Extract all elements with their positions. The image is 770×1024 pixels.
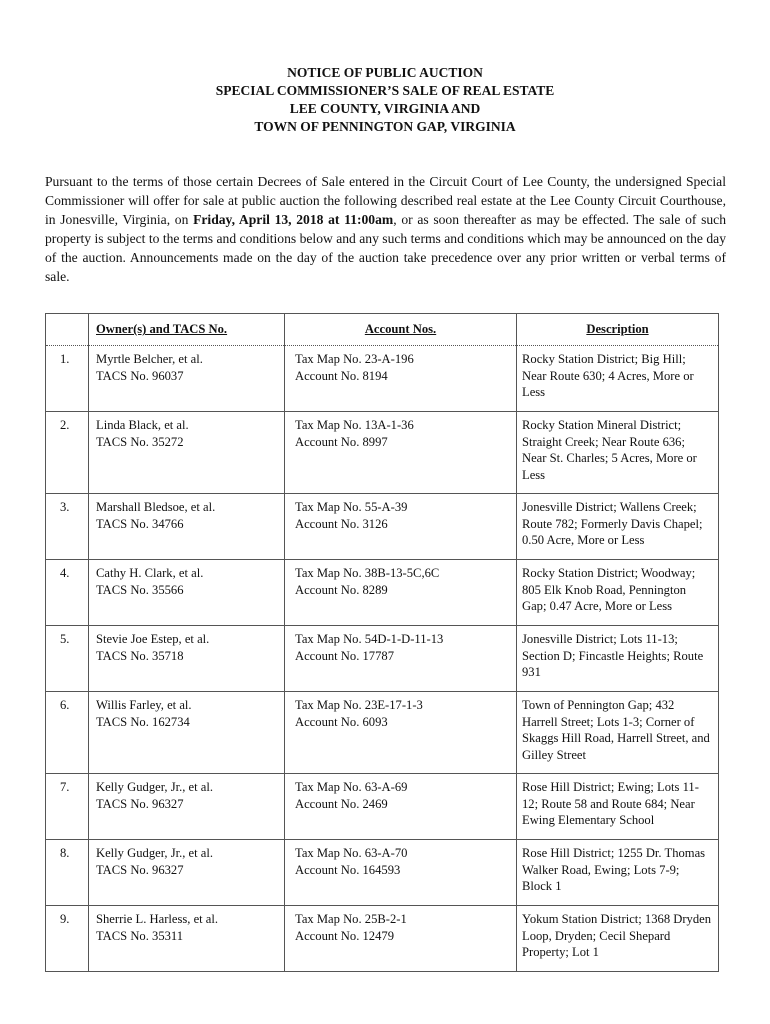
- owner-name: Kelly Gudger, Jr., et al.: [96, 846, 214, 860]
- header-description: Description: [517, 314, 719, 346]
- account-cell: [285, 346, 517, 412]
- owner-cell: [89, 774, 285, 840]
- notice-header: [0, 64, 770, 136]
- row-number-text: 5.: [60, 632, 70, 646]
- owner-name: Stevie Joe Estep, et al.: [96, 632, 210, 646]
- owner-cell: [89, 494, 285, 560]
- header-owner: Owner(s) and TACS No.: [89, 314, 285, 346]
- row-number-text: 7.: [60, 780, 70, 794]
- intro-text-part-1: Pursuant to the terms of those certain Decrees of Sale entered in the Circuit Court of Lee County, the undersigned Special Commissioner will offer for sale at public auction the following described real estate at the Lee County Circuit Courthouse, in Jonesville, Virginia, on: [45, 174, 726, 227]
- row-number: [46, 494, 89, 560]
- table-row: [46, 840, 719, 906]
- row-number: [46, 346, 89, 412]
- account-number: Account No. 12479: [295, 928, 394, 943]
- tax-map-number: Tax Map No. 54D-1-D-11-13: [295, 632, 444, 646]
- header-line-4: TOWN OF PENNINGTON GAP, VIRGINIA: [254, 119, 516, 134]
- row-number-text: 3.: [60, 500, 70, 514]
- account-cell: [285, 412, 517, 494]
- tax-map-number: Tax Map No. 23E-17-1-3: [295, 698, 423, 712]
- row-number-text: 4.: [60, 566, 70, 580]
- tax-map-number: Tax Map No. 63-A-69: [295, 780, 408, 794]
- account-number: Account No. 6093: [295, 714, 388, 729]
- row-number: [46, 840, 89, 906]
- owner-name: Sherrie L. Harless, et al.: [96, 912, 219, 926]
- account-number: Account No. 8997: [295, 434, 388, 449]
- description-cell: [517, 774, 719, 840]
- header-line-3: LEE COUNTY, VIRGINIA AND: [289, 101, 481, 116]
- row-number: [46, 774, 89, 840]
- property-description: Rocky Station District; Big Hill; Near Route 630; 4 Acres, More or Less: [522, 352, 694, 399]
- account-number: Account No. 2469: [295, 796, 388, 811]
- owner-cell: [89, 626, 285, 692]
- property-description: Rocky Station District; Woodway; 805 Elk Knob Road, Pennington Gap; 0.47 Acre, More or Less: [522, 566, 696, 613]
- tacs-number: TACS No. 35566: [96, 582, 184, 597]
- owner-name: Kelly Gudger, Jr., et al.: [96, 780, 214, 794]
- account-cell: [285, 840, 517, 906]
- table-row: [46, 774, 719, 840]
- owner-name: Willis Farley, et al.: [96, 698, 192, 712]
- row-number: [46, 906, 89, 972]
- property-description: Rose Hill District; Ewing; Lots 11-12; Route 58 and Route 684; Near Ewing Elementary School: [522, 780, 699, 827]
- owner-cell: [89, 906, 285, 972]
- property-description: Yokum Station District; 1368 Dryden Loop, Dryden; Cecil Shepard Property; Lot 1: [522, 912, 712, 959]
- row-number: [46, 560, 89, 626]
- account-cell: [285, 692, 517, 774]
- account-number: Account No. 3126: [295, 516, 388, 531]
- owner-cell: [89, 346, 285, 412]
- account-cell: [285, 906, 517, 972]
- header-account: Account Nos.: [285, 314, 517, 346]
- owner-cell: [89, 560, 285, 626]
- description-cell: [517, 412, 719, 494]
- description-cell: [517, 692, 719, 774]
- property-description: Town of Pennington Gap; 432 Harrell Street; Lots 1-3; Corner of Skaggs Hill Road, Harrell Street, and Gilley Street: [522, 698, 710, 762]
- row-number-text: 2.: [60, 418, 70, 432]
- auction-date: Friday, April 13, 2018 at 11:00am: [193, 212, 394, 227]
- row-number: [46, 626, 89, 692]
- description-cell: [517, 560, 719, 626]
- account-cell: [285, 560, 517, 626]
- tacs-number: TACS No. 162734: [96, 714, 190, 729]
- account-cell: [285, 494, 517, 560]
- table-row: [46, 906, 719, 972]
- tacs-number: TACS No. 96327: [96, 796, 184, 811]
- property-description: Jonesville District; Wallens Creek; Route 782; Formerly Davis Chapel; 0.50 Acre, More or Less: [522, 500, 703, 547]
- description-cell: [517, 906, 719, 972]
- owner-cell: [89, 412, 285, 494]
- description-cell: [517, 626, 719, 692]
- tax-map-number: Tax Map No. 38B-13-5C,6C: [295, 566, 440, 580]
- tacs-number: TACS No. 34766: [96, 516, 184, 531]
- table-row: [46, 560, 719, 626]
- tax-map-number: Tax Map No. 23-A-196: [295, 352, 414, 366]
- table-row: [46, 692, 719, 774]
- properties-table: [45, 313, 719, 972]
- property-description: Rose Hill District; 1255 Dr. Thomas Walker Road, Ewing; Lots 7-9; Block 1: [522, 846, 706, 893]
- owner-cell: [89, 840, 285, 906]
- table-row: [46, 412, 719, 494]
- table-row: [46, 494, 719, 560]
- header-line-2: SPECIAL COMMISSIONER’S SALE OF REAL ESTATE: [215, 83, 555, 98]
- owner-cell: [89, 692, 285, 774]
- account-number: Account No. 164593: [295, 862, 401, 877]
- tacs-number: TACS No. 96037: [96, 368, 184, 383]
- tax-map-number: Tax Map No. 55-A-39: [295, 500, 408, 514]
- owner-name: Linda Black, et al.: [96, 418, 189, 432]
- table-body: [46, 346, 719, 972]
- tax-map-number: Tax Map No. 63-A-70: [295, 846, 408, 860]
- row-number-text: 1.: [60, 352, 70, 366]
- owner-name: Cathy H. Clark, et al.: [96, 566, 204, 580]
- tacs-number: TACS No. 35718: [96, 648, 184, 663]
- tacs-number: TACS No. 35311: [96, 928, 184, 943]
- tax-map-number: Tax Map No. 25B-2-1: [295, 912, 407, 926]
- property-description: Jonesville District; Lots 11-13; Section D; Fincastle Heights; Route 931: [522, 632, 704, 679]
- property-description: Rocky Station Mineral District; Straight Creek; Near Route 636; Near St. Charles; 5 Acres, More or Less: [522, 418, 697, 482]
- row-number-text: 6.: [60, 698, 70, 712]
- header-number: [46, 314, 89, 346]
- tacs-number: TACS No. 35272: [96, 434, 184, 449]
- row-number-text: 9.: [60, 912, 70, 926]
- account-number: Account No. 8289: [295, 582, 388, 597]
- row-number-text: 8.: [60, 846, 70, 860]
- account-number: Account No. 17787: [295, 648, 394, 663]
- description-cell: [517, 494, 719, 560]
- intro-text-part-2: , or as soon thereafter as may be effected. The sale of such property is subject to the terms and conditions below and any such terms and conditions which may be announced on the day of the auction. Announcements made on the day of the auction take precedence over any prior written or verbal terms of sale.: [45, 212, 726, 284]
- account-number: Account No. 8194: [295, 368, 388, 383]
- intro-paragraph: [45, 172, 726, 286]
- row-number: [46, 412, 89, 494]
- tacs-number: TACS No. 96327: [96, 862, 184, 877]
- table-row: [46, 626, 719, 692]
- table-header-row: [46, 314, 719, 346]
- account-cell: [285, 626, 517, 692]
- account-cell: [285, 774, 517, 840]
- owner-name: Myrtle Belcher, et al.: [96, 352, 203, 366]
- row-number: [46, 692, 89, 774]
- owner-name: Marshall Bledsoe, et al.: [96, 500, 216, 514]
- description-cell: [517, 840, 719, 906]
- table-row: [46, 346, 719, 412]
- description-cell: [517, 346, 719, 412]
- tax-map-number: Tax Map No. 13A-1-36: [295, 418, 414, 432]
- header-line-1: NOTICE OF PUBLIC AUCTION: [287, 65, 483, 80]
